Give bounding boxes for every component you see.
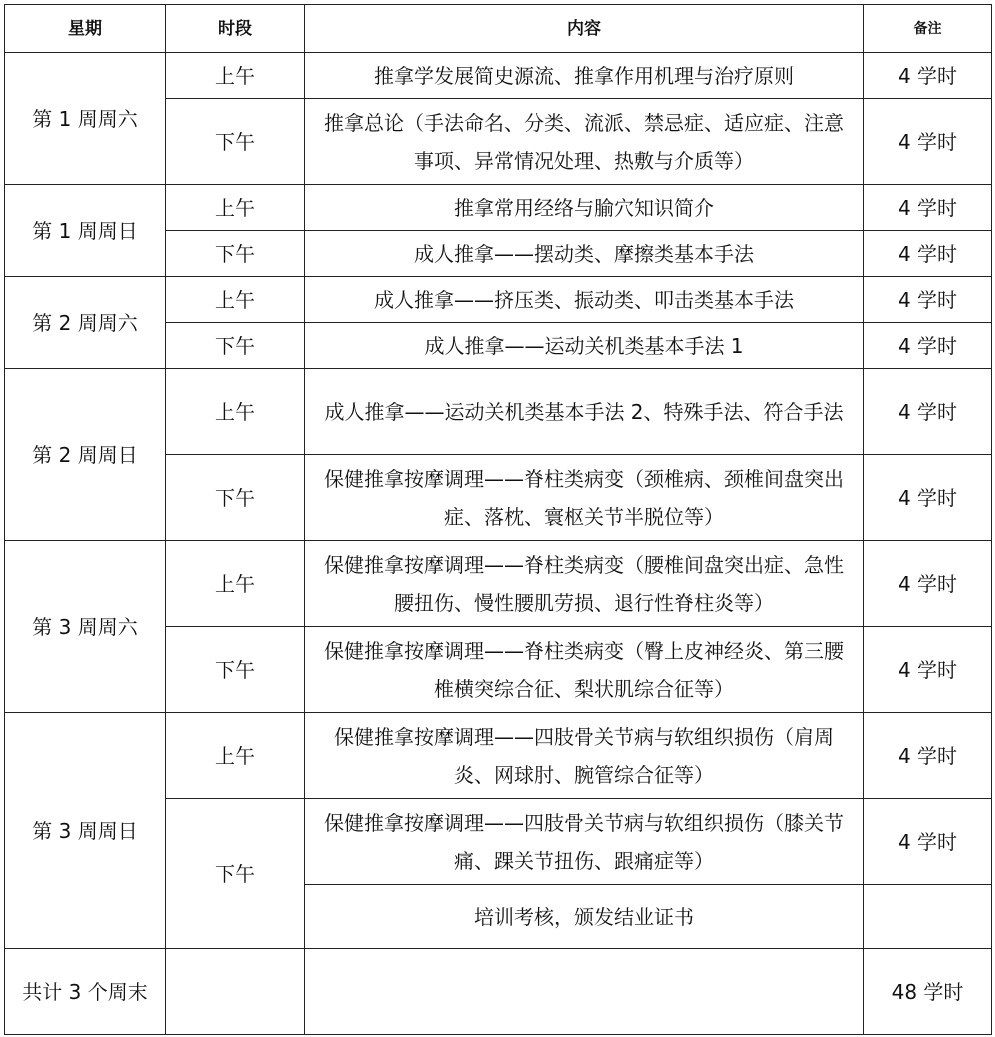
- note-cell: 4 学时: [864, 277, 992, 323]
- content-cell: 培训考核，颁发结业证书: [305, 885, 864, 949]
- day-cell: 第 3 周周六: [5, 541, 166, 713]
- note-cell: 4 学时: [864, 369, 992, 455]
- content-cell: 推拿学发展简史源流、推拿作用机理与治疗原则: [305, 53, 864, 99]
- period-cell: 上午: [166, 53, 305, 99]
- table-row: [5, 277, 992, 323]
- period-cell: 上午: [166, 541, 305, 627]
- note-cell: 4 学时: [864, 455, 992, 541]
- day-cell: 第 2 周周日: [5, 369, 166, 541]
- header-day: 星期: [5, 5, 166, 53]
- header-content: 内容: [305, 5, 864, 53]
- content-cell: 推拿常用经络与腧穴知识简介: [305, 185, 864, 231]
- total-row: [5, 949, 992, 1035]
- content-cell: 保健推拿按摩调理——四肢骨关节病与软组织损伤（膝关节痛、踝关节扭伤、跟痛症等）: [305, 799, 864, 885]
- table-row: [5, 713, 992, 799]
- period-cell: 下午: [166, 231, 305, 277]
- total-note-cell: 48 学时: [864, 949, 992, 1035]
- period-cell: 上午: [166, 277, 305, 323]
- note-cell: 4 学时: [864, 713, 992, 799]
- note-cell: 4 学时: [864, 99, 992, 185]
- note-cell: 4 学时: [864, 185, 992, 231]
- header-period: 时段: [166, 5, 305, 53]
- total-label-cell: 共计 3 个周末: [5, 949, 166, 1035]
- period-cell: 下午: [166, 627, 305, 713]
- content-cell: 保健推拿按摩调理——脊柱类病变（腰椎间盘突出症、急性腰扭伤、慢性腰肌劳损、退行性脊柱炎等）: [305, 541, 864, 627]
- period-cell: 上午: [166, 369, 305, 455]
- content-cell: 成人推拿——摆动类、摩擦类基本手法: [305, 231, 864, 277]
- content-cell: 保健推拿按摩调理——四肢骨关节病与软组织损伤（肩周炎、网球肘、腕管综合征等）: [305, 713, 864, 799]
- period-cell: 上午: [166, 185, 305, 231]
- day-cell: 第 1 周周日: [5, 185, 166, 277]
- content-cell: 成人推拿——挤压类、振动类、叩击类基本手法: [305, 277, 864, 323]
- note-cell: 4 学时: [864, 541, 992, 627]
- period-cell: 下午: [166, 323, 305, 369]
- day-cell: 第 2 周周六: [5, 277, 166, 369]
- note-cell: 4 学时: [864, 799, 992, 885]
- table-row: [5, 541, 992, 627]
- period-cell: 下午: [166, 99, 305, 185]
- header-row: [5, 5, 992, 53]
- content-cell: 保健推拿按摩调理——脊柱类病变（臀上皮神经炎、第三腰椎横突综合征、梨状肌综合征等）: [305, 627, 864, 713]
- content-cell: 推拿总论（手法命名、分类、流派、禁忌症、适应症、注意事项、异常情况处理、热敷与介质等）: [305, 99, 864, 185]
- note-cell: [864, 885, 992, 949]
- note-cell: 4 学时: [864, 231, 992, 277]
- period-cell: 下午: [166, 799, 305, 949]
- empty-cell: [166, 949, 305, 1035]
- table-row: [5, 53, 992, 99]
- content-cell: 保健推拿按摩调理——脊柱类病变（颈椎病、颈椎间盘突出症、落枕、寰枢关节半脱位等）: [305, 455, 864, 541]
- note-cell: 4 学时: [864, 53, 992, 99]
- period-cell: 上午: [166, 713, 305, 799]
- note-cell: 4 学时: [864, 627, 992, 713]
- day-cell: 第 3 周周日: [5, 713, 166, 949]
- content-cell: 成人推拿——运动关机类基本手法 2、特殊手法、符合手法: [305, 369, 864, 455]
- course-schedule-table: [4, 4, 992, 1035]
- header-note: 备注: [864, 5, 992, 53]
- note-cell: 4 学时: [864, 323, 992, 369]
- day-cell: 第 1 周周六: [5, 53, 166, 185]
- table-row: [5, 185, 992, 231]
- empty-cell: [305, 949, 864, 1035]
- table-row: [5, 369, 992, 455]
- period-cell: 下午: [166, 455, 305, 541]
- content-cell: 成人推拿——运动关机类基本手法 1: [305, 323, 864, 369]
